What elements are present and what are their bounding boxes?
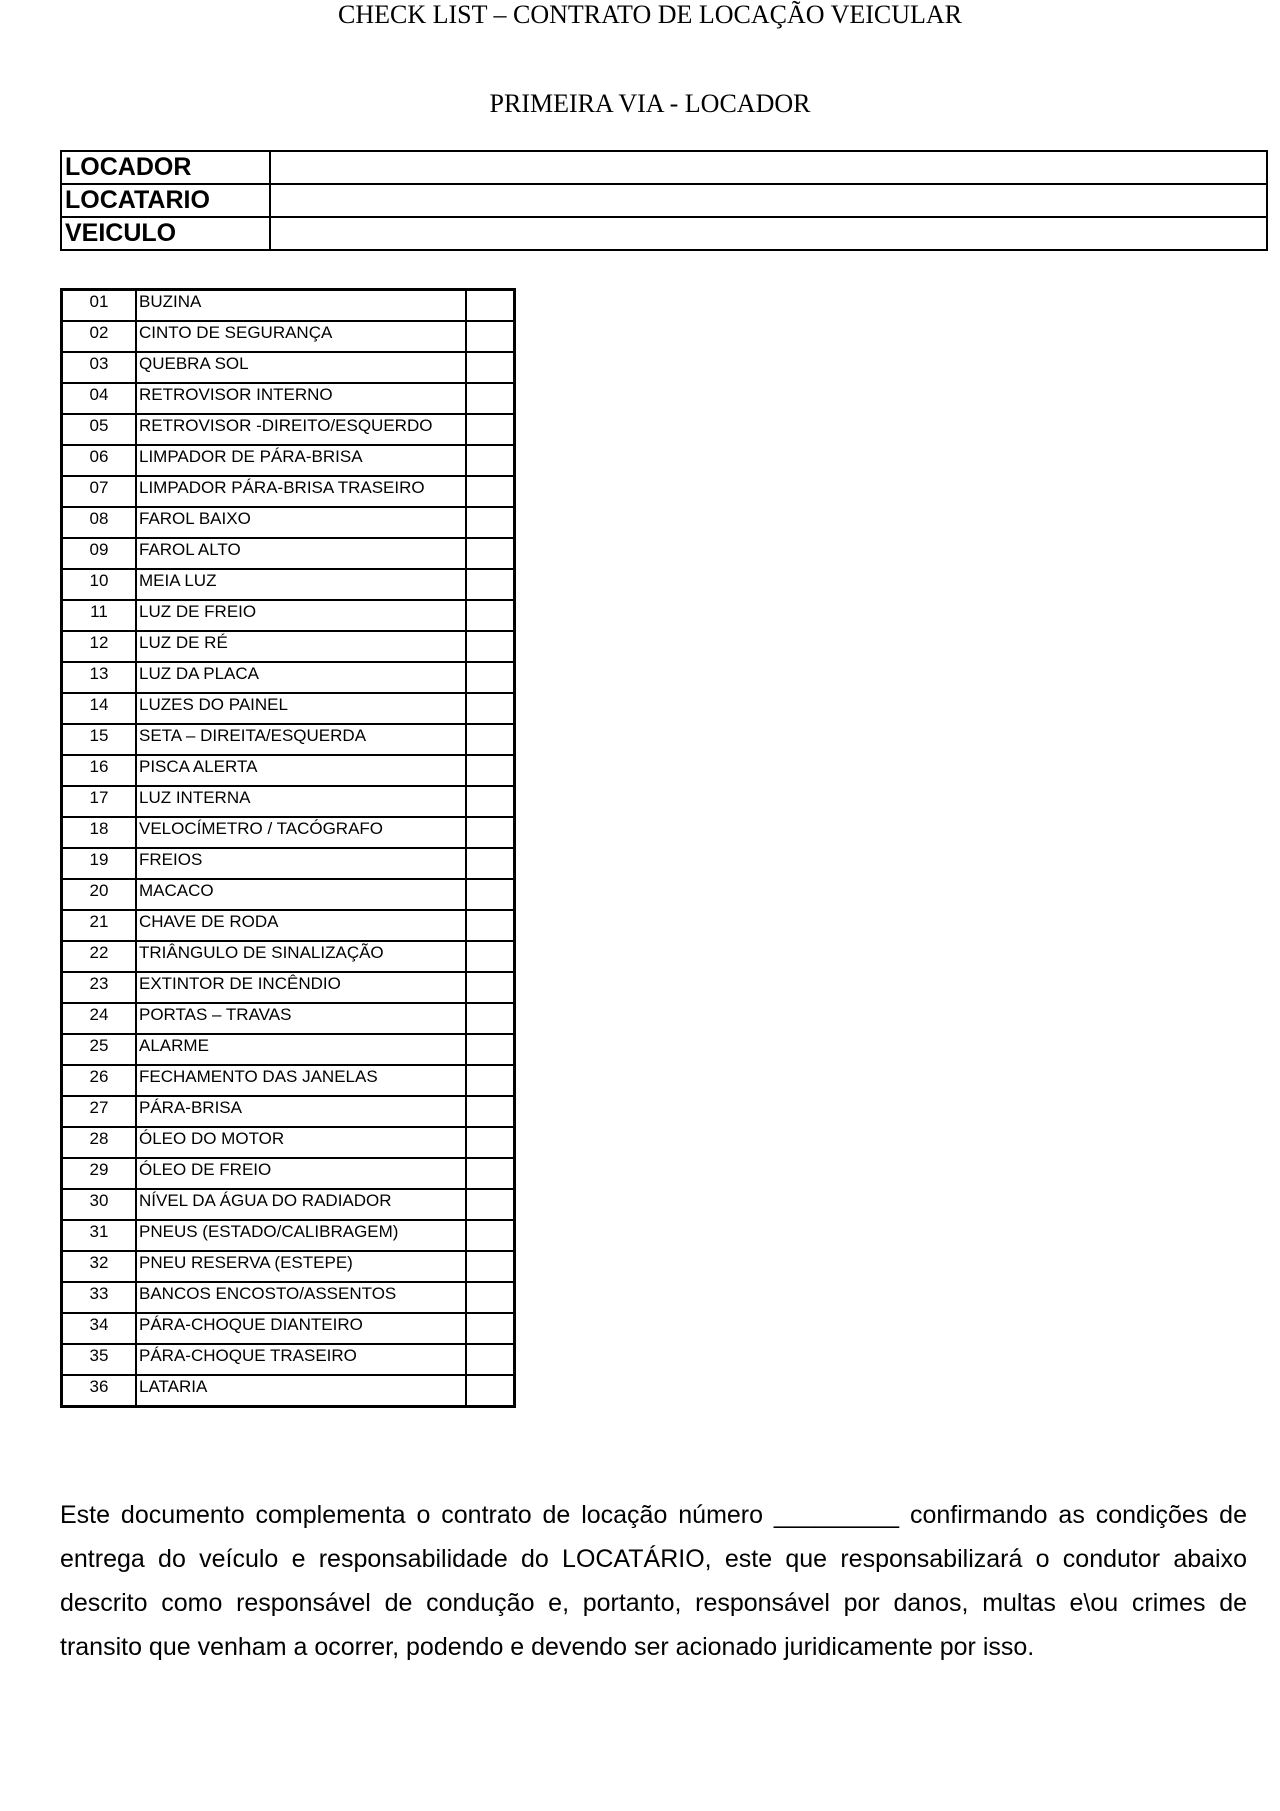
checklist-item-label: CINTO DE SEGURANÇA bbox=[136, 321, 466, 352]
checklist-item-number: 34 bbox=[62, 1313, 137, 1344]
checklist-check-cell[interactable] bbox=[466, 1251, 515, 1282]
checklist-check-cell[interactable] bbox=[466, 848, 515, 879]
checklist-item-number: 22 bbox=[62, 941, 137, 972]
checklist-item-number: 27 bbox=[62, 1096, 137, 1127]
checklist-row bbox=[62, 476, 515, 507]
checklist-item-label: PISCA ALERTA bbox=[136, 755, 466, 786]
checklist-row bbox=[62, 290, 515, 322]
checklist-item-label: LATARIA bbox=[136, 1375, 466, 1407]
document-subtitle: PRIMEIRA VIA - LOCADOR bbox=[489, 89, 811, 118]
checklist-item-label: LUZES DO PAINEL bbox=[136, 693, 466, 724]
checklist-check-cell[interactable] bbox=[466, 693, 515, 724]
checklist-check-cell[interactable] bbox=[466, 569, 515, 600]
checklist-item-number: 32 bbox=[62, 1251, 137, 1282]
checklist-row bbox=[62, 1313, 515, 1344]
checklist-item-label: EXTINTOR DE INCÊNDIO bbox=[136, 972, 466, 1003]
checklist-check-cell[interactable] bbox=[466, 879, 515, 910]
checklist-item-label: TRIÂNGULO DE SINALIZAÇÃO bbox=[136, 941, 466, 972]
checklist-row bbox=[62, 1034, 515, 1065]
checklist-row bbox=[62, 600, 515, 631]
party-value-field[interactable] bbox=[270, 217, 1267, 250]
party-value-field[interactable] bbox=[270, 184, 1267, 217]
parties-table-body bbox=[61, 151, 1267, 250]
checklist-row bbox=[62, 972, 515, 1003]
checklist-check-cell[interactable] bbox=[466, 786, 515, 817]
checklist-check-cell[interactable] bbox=[466, 1127, 515, 1158]
checklist-row bbox=[62, 786, 515, 817]
checklist-item-label: MACACO bbox=[136, 879, 466, 910]
checklist-item-number: 17 bbox=[62, 786, 137, 817]
checklist-row bbox=[62, 1158, 515, 1189]
checklist-row bbox=[62, 1251, 515, 1282]
checklist-item-label: FREIOS bbox=[136, 848, 466, 879]
checklist-item-number: 14 bbox=[62, 693, 137, 724]
checklist-check-cell[interactable] bbox=[466, 1065, 515, 1096]
checklist-check-cell[interactable] bbox=[466, 1096, 515, 1127]
checklist-row bbox=[62, 693, 515, 724]
checklist-item-number: 04 bbox=[62, 383, 137, 414]
party-row bbox=[61, 184, 1267, 217]
checklist-check-cell[interactable] bbox=[466, 476, 515, 507]
checklist-item-label: RETROVISOR -DIREITO/ESQUERDO bbox=[136, 414, 466, 445]
checklist-item-label: ÓLEO DE FREIO bbox=[136, 1158, 466, 1189]
checklist-item-number: 29 bbox=[62, 1158, 137, 1189]
checklist-row bbox=[62, 1344, 515, 1375]
party-row bbox=[61, 217, 1267, 250]
checklist-check-cell[interactable] bbox=[466, 1220, 515, 1251]
checklist-check-cell[interactable] bbox=[466, 1034, 515, 1065]
document-title: CHECK LIST – CONTRATO DE LOCAÇÃO VEICULAR bbox=[337, 0, 963, 29]
checklist-check-cell[interactable] bbox=[466, 352, 515, 383]
checklist-item-label: LIMPADOR DE PÁRA-BRISA bbox=[136, 445, 466, 476]
checklist-item-label: CHAVE DE RODA bbox=[136, 910, 466, 941]
checklist-row bbox=[62, 631, 515, 662]
checklist-item-number: 15 bbox=[62, 724, 137, 755]
checklist-row bbox=[62, 414, 515, 445]
checklist-item-label: LUZ DA PLACA bbox=[136, 662, 466, 693]
checklist-check-cell[interactable] bbox=[466, 600, 515, 631]
checklist-item-number: 08 bbox=[62, 507, 137, 538]
checklist-item-number: 21 bbox=[62, 910, 137, 941]
checklist-item-label: FAROL BAIXO bbox=[136, 507, 466, 538]
checklist-row bbox=[62, 724, 515, 755]
checklist-check-cell[interactable] bbox=[466, 941, 515, 972]
checklist-item-number: 35 bbox=[62, 1344, 137, 1375]
checklist-item-number: 10 bbox=[62, 569, 137, 600]
checklist-table-body bbox=[62, 290, 515, 1407]
checklist-check-cell[interactable] bbox=[466, 1344, 515, 1375]
checklist-item-number: 19 bbox=[62, 848, 137, 879]
party-label: LOCADOR bbox=[61, 151, 270, 184]
checklist-row bbox=[62, 1096, 515, 1127]
checklist-item-label: BANCOS ENCOSTO/ASSENTOS bbox=[136, 1282, 466, 1313]
checklist-row bbox=[62, 538, 515, 569]
checklist-row bbox=[62, 352, 515, 383]
checklist-item-number: 16 bbox=[62, 755, 137, 786]
checklist-item-number: 30 bbox=[62, 1189, 137, 1220]
parties-table bbox=[60, 150, 1268, 251]
checklist-row bbox=[62, 848, 515, 879]
checklist-row bbox=[62, 910, 515, 941]
checklist-item-number: 31 bbox=[62, 1220, 137, 1251]
checklist-item-number: 23 bbox=[62, 972, 137, 1003]
checklist-item-number: 06 bbox=[62, 445, 137, 476]
checklist-check-cell[interactable] bbox=[466, 383, 515, 414]
checklist-item-number: 25 bbox=[62, 1034, 137, 1065]
checklist-check-cell[interactable] bbox=[466, 631, 515, 662]
checklist-row bbox=[62, 569, 515, 600]
checklist-row bbox=[62, 879, 515, 910]
checklist-item-label: LUZ DE RÉ bbox=[136, 631, 466, 662]
checklist-row bbox=[62, 383, 515, 414]
checklist-item-label: PÁRA-CHOQUE DIANTEIRO bbox=[136, 1313, 466, 1344]
checklist-check-cell[interactable] bbox=[466, 1375, 515, 1407]
checklist-row bbox=[62, 662, 515, 693]
checklist-item-label: LUZ INTERNA bbox=[136, 786, 466, 817]
checklist-item-label: PÁRA-CHOQUE TRASEIRO bbox=[136, 1344, 466, 1375]
checklist-item-number: 20 bbox=[62, 879, 137, 910]
checklist-check-cell[interactable] bbox=[466, 972, 515, 1003]
checklist-check-cell[interactable] bbox=[466, 1189, 515, 1220]
party-value-field[interactable] bbox=[270, 151, 1267, 184]
checklist-item-number: 26 bbox=[62, 1065, 137, 1096]
checklist-item-number: 01 bbox=[62, 290, 137, 322]
checklist-item-number: 11 bbox=[62, 600, 137, 631]
checklist-item-number: 13 bbox=[62, 662, 137, 693]
checklist-row bbox=[62, 1189, 515, 1220]
checklist-row bbox=[62, 941, 515, 972]
checklist-item-number: 07 bbox=[62, 476, 137, 507]
checklist-check-cell[interactable] bbox=[466, 1313, 515, 1344]
checklist-item-label: PORTAS – TRAVAS bbox=[136, 1003, 466, 1034]
checklist-item-label: VELOCÍMETRO / TACÓGRAFO bbox=[136, 817, 466, 848]
checklist-item-number: 24 bbox=[62, 1003, 137, 1034]
checklist-item-label: BUZINA bbox=[136, 290, 466, 322]
checklist-item-number: 05 bbox=[62, 414, 137, 445]
checklist-check-cell[interactable] bbox=[466, 755, 515, 786]
checklist-item-number: 18 bbox=[62, 817, 137, 848]
checklist-check-cell[interactable] bbox=[466, 1158, 515, 1189]
party-label: VEICULO bbox=[61, 217, 270, 250]
checklist-item-number: 03 bbox=[62, 352, 137, 383]
checklist-row bbox=[62, 817, 515, 848]
checklist-row bbox=[62, 1220, 515, 1251]
checklist-row bbox=[62, 445, 515, 476]
checklist-check-cell[interactable] bbox=[466, 910, 515, 941]
checklist-check-cell[interactable] bbox=[466, 507, 515, 538]
checklist-item-label: LUZ DE FREIO bbox=[136, 600, 466, 631]
checklist-row bbox=[62, 1282, 515, 1313]
checklist-item-label: FAROL ALTO bbox=[136, 538, 466, 569]
checklist-check-cell[interactable] bbox=[466, 1282, 515, 1313]
checklist-check-cell[interactable] bbox=[466, 290, 515, 322]
checklist-table bbox=[60, 288, 516, 1408]
checklist-item-label: RETROVISOR INTERNO bbox=[136, 383, 466, 414]
checklist-item-label: LIMPADOR PÁRA-BRISA TRASEIRO bbox=[136, 476, 466, 507]
checklist-check-cell[interactable] bbox=[466, 321, 515, 352]
checklist-row bbox=[62, 755, 515, 786]
checklist-item-number: 09 bbox=[62, 538, 137, 569]
checklist-item-number: 28 bbox=[62, 1127, 137, 1158]
checklist-item-label: PNEUS (ESTADO/CALIBRAGEM) bbox=[136, 1220, 466, 1251]
checklist-item-number: 12 bbox=[62, 631, 137, 662]
checklist-item-label: FECHAMENTO DAS JANELAS bbox=[136, 1065, 466, 1096]
checklist-item-number: 36 bbox=[62, 1375, 137, 1407]
checklist-check-cell[interactable] bbox=[466, 817, 515, 848]
checklist-item-label: PNEU RESERVA (ESTEPE) bbox=[136, 1251, 466, 1282]
checklist-item-label: ÓLEO DO MOTOR bbox=[136, 1127, 466, 1158]
checklist-row bbox=[62, 1065, 515, 1096]
checklist-item-label: PÁRA-BRISA bbox=[136, 1096, 466, 1127]
checklist-check-cell[interactable] bbox=[466, 1003, 515, 1034]
checklist-item-label: SETA – DIREITA/ESQUERDA bbox=[136, 724, 466, 755]
party-row bbox=[61, 151, 1267, 184]
checklist-row bbox=[62, 1375, 515, 1407]
checklist-check-cell[interactable] bbox=[466, 724, 515, 755]
checklist-row bbox=[62, 507, 515, 538]
checklist-item-number: 02 bbox=[62, 321, 137, 352]
checklist-item-label: NÍVEL DA ÁGUA DO RADIADOR bbox=[136, 1189, 466, 1220]
checklist-item-number: 33 bbox=[62, 1282, 137, 1313]
declaration-text: Este documento complementa o contrato de locação número _________ confirmando as condições de entrega do veículo e responsabilidade do LOCATÁRIO, este que responsabilizará o condutor abaixo descrito como responsável de condução e, portanto, responsável por danos, multas e\ou crimes de transito que venham a ocorrer, podendo e devendo ser acionado juridicamente por isso. bbox=[60, 1501, 1247, 1661]
checklist-row bbox=[62, 321, 515, 352]
checklist-row bbox=[62, 1127, 515, 1158]
party-label: LOCATARIO bbox=[61, 184, 270, 217]
checklist-item-label: MEIA LUZ bbox=[136, 569, 466, 600]
checklist-check-cell[interactable] bbox=[466, 445, 515, 476]
checklist-check-cell[interactable] bbox=[466, 414, 515, 445]
checklist-item-label: QUEBRA SOL bbox=[136, 352, 466, 383]
checklist-check-cell[interactable] bbox=[466, 538, 515, 569]
checklist-check-cell[interactable] bbox=[466, 662, 515, 693]
checklist-item-label: ALARME bbox=[136, 1034, 466, 1065]
checklist-row bbox=[62, 1003, 515, 1034]
